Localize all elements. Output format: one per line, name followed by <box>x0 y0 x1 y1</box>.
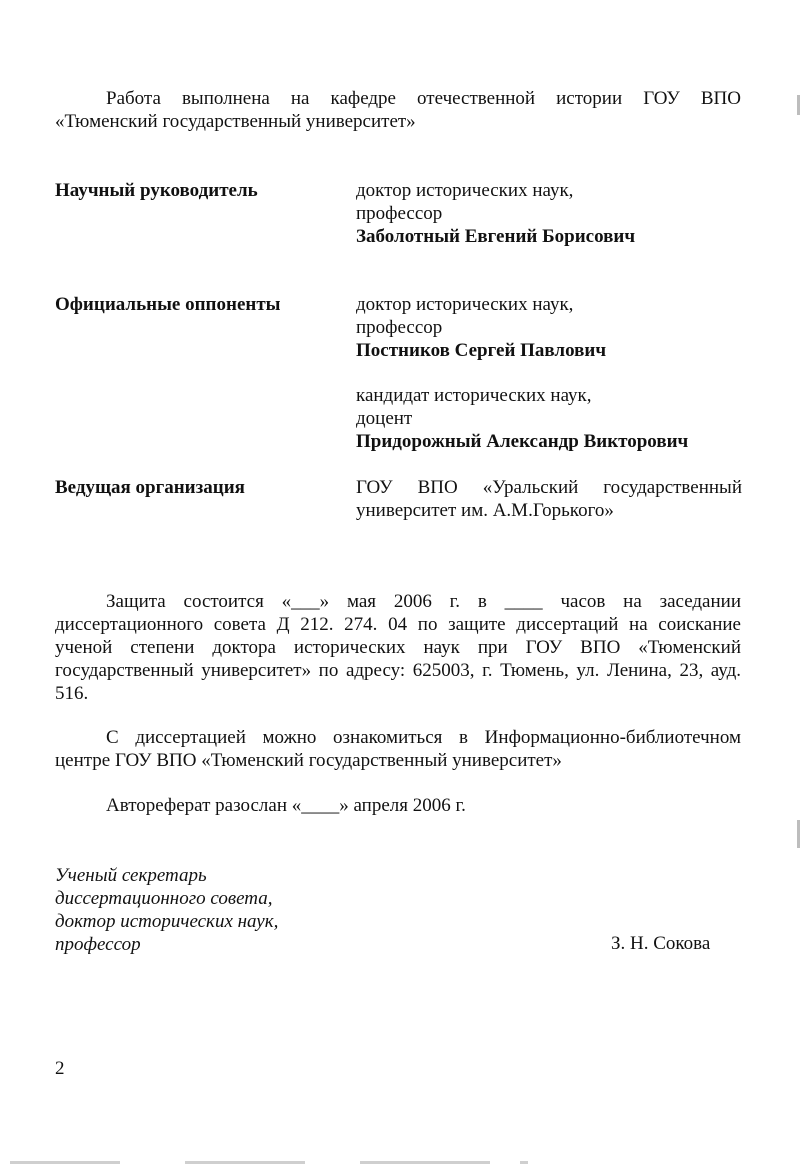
abstract-sent-line: Автореферат разослан «____» апреля 2006 г. <box>106 795 466 816</box>
signature-line-1: Ученый секретарь <box>55 865 207 886</box>
opponent-2-degree: кандидат исторических наук, <box>356 385 592 406</box>
signatory-name: З. Н. Сокова <box>611 933 711 954</box>
intro-paragraph <box>55 87 741 133</box>
lead-org-label: Ведущая организация <box>55 477 245 498</box>
signature-block <box>55 864 278 956</box>
signature-line-2: диссертационного совета, <box>55 888 273 909</box>
lead-org-line-1: ГОУ ВПО «Уральский государственный <box>356 477 742 498</box>
supervisor-degree: доктор исторических наук, <box>356 180 574 201</box>
opponent-1-degree: доктор исторических наук, <box>356 294 574 315</box>
lead-org-line-2: университет им. А.М.Горького» <box>356 500 614 521</box>
intro-line-1: Работа выполнена на кафедре отечественной истории ГОУ ВПО <box>106 88 741 109</box>
intro-line-2: «Тюменский государственный университет» <box>55 111 416 132</box>
supervisor-info <box>356 179 742 248</box>
opponent-1-title: профессор <box>356 317 443 338</box>
supervisor-name: Заболотный Евгений Борисович <box>356 226 636 247</box>
opponent-1-info <box>356 293 742 362</box>
signature-line-4: профессор <box>55 934 141 955</box>
opponent-1-name: Постников Сергей Павлович <box>356 340 607 361</box>
lead-org-info <box>356 476 742 522</box>
supervisor-title: профессор <box>356 203 443 224</box>
opponent-2-title: доцент <box>356 408 413 429</box>
library-paragraph: С диссертацией можно ознакомиться в Информационно-библиотечном центре ГОУ ВПО «Тюменский государственный университет» <box>55 727 741 771</box>
signature-line-3: доктор исторических наук, <box>55 911 279 932</box>
page-number: 2 <box>55 1058 65 1079</box>
supervisor-label: Научный руководитель <box>55 180 258 201</box>
opponent-2-name: Придорожный Александр Викторович <box>356 431 689 452</box>
defense-paragraph: Защита состоится «___» мая 2006 г. в ____ часов на заседании диссертационного совета Д 212. 274. 04 по защите диссертаций на соискание ученой степени доктора исторических наук при ГОУ ВПО «Тюменский государственный университет» по адресу: 625003, г. Тюмень, ул. Ленина, 23, ауд. 516. <box>55 591 741 704</box>
opponents-label: Официальные оппоненты <box>55 294 281 315</box>
opponent-2-info <box>356 384 742 453</box>
